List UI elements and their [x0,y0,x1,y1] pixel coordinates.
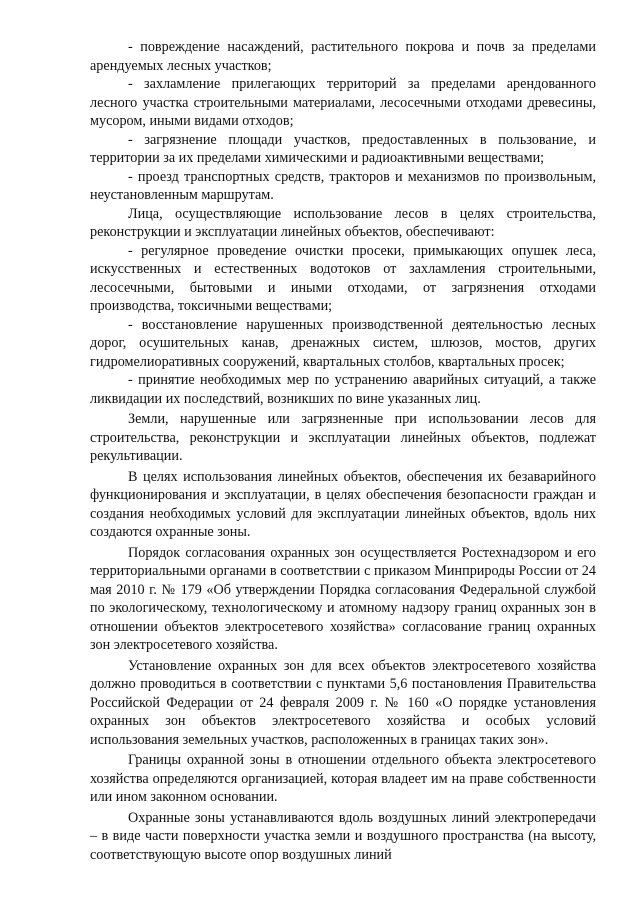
paragraph-overhead-lines: Охранные зоны устанавливаются вдоль воздушных линий электропередачи – в виде части поверхности участка земли и воздушного пространства (на высоту, соответствующую высоте опор воздушных линий [90,809,596,863]
paragraph-littering: - захламление прилегающих территорий за пределами арендованного лесного участка строительными материалами, лесосечными отходами древесины, мусором, иными видами отходов; [90,76,596,129]
paragraph-protection-zones: В целях использования линейных объектов, обеспечения их безаварийного функционирования и эксплуатации, в целях обеспечения безопасности граждан и создания необходимых условий для эксплуатации линейных объектов, вдоль них создаются охранные зоны. [90,468,596,540]
paragraph-pollution: - загрязнение площади участков, предоставленных в пользование, и территории за их пределами химическими и радиоактивными веществами; [90,131,596,166]
paragraph-vehicle-passage: - проезд транспортных средств, тракторов и механизмов по произвольным, неустановленным маршрутам. [90,168,596,203]
paragraph-damage-plantings: - повреждение насаждений, растительного покрова и почв за пределами арендуемых лесных участков; [90,39,596,74]
paragraph-zone-boundaries: Границы охранной зоны в отношении отдельного объекта электросетевого хозяйства определяются организацией, которая владеет им на праве собственности или ином законном основании. [90,752,596,805]
paragraph-persons-ensure: Лица, осуществляющие использование лесов в целях строительства, реконструкции и эксплуатации линейных объектов, обеспечивают: [90,205,596,240]
paragraph-restoration: - восстановление нарушенных производственной деятельностью лесных дорог, осушительных канав, дренажных систем, шлюзов, мостов, других гидромелиоративных сооружений, квартальных столбов, квартальных просек; [90,316,596,370]
paragraph-recultivation: Земли, нарушенные или загрязненные при использовании лесов для строительства, реконструкции и эксплуатации линейных объектов, подлежат рекультивации. [90,411,596,464]
paragraph-establishment: Установление охранных зон для всех объектов электросетевого хозяйства должно проводиться в соответствии с пунктами 5,6 постановления Правительства Российской Федерации от 24 февраля 2009 г. № 160 «О порядке установления охранных зон объектов электросетевого хозяйства и особых условий использования земельных участков, расположенных в границах таких зон». [90,657,596,748]
document-page [90,38,596,864]
paragraph-approval-procedure: Порядок согласования охранных зон осуществляется Ростехнадзором и его территориальными органами в соответствии с приказом Минприроды России от 24 мая 2010 г. № 179 «Об утверждении Порядка согласования Федеральной службой по экологическому, технологическому и атомному надзору границ охранных зон в отношении объектов электросетевого хозяйства» согласование границ охранных зон электросетевого хозяйства. [90,544,596,653]
paragraph-emergency-measures: - принятие необходимых мер по устранению аварийных ситуаций, а также ликвидации их последствий, возникших по вине указанных лиц. [90,372,596,407]
paragraph-clearing: - регулярное проведение очистки просеки, примыкающих опушек леса, искусственных и естественных водотоков от захламления строительными, лесосечными, бытовыми и иными отходами, от загрязнения отходами производства, токсичными веществами; [90,242,596,314]
